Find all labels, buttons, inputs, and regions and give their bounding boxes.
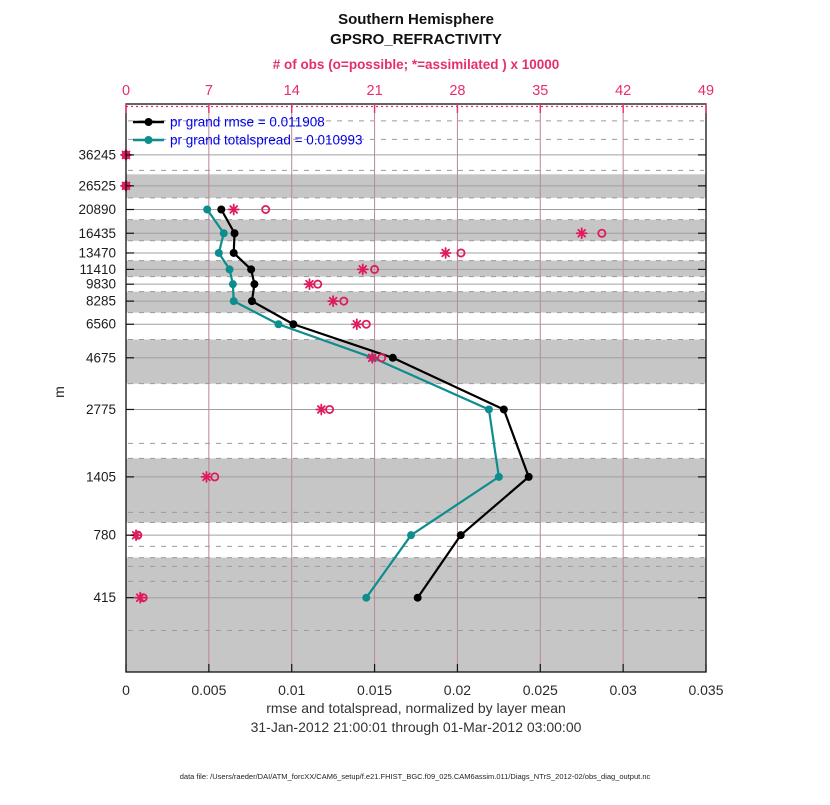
- level-tick-label: 415: [93, 590, 116, 606]
- assimilated-obs-marker: [304, 279, 314, 289]
- y-axis-label: m: [51, 386, 67, 398]
- assimilated-obs-marker: [328, 296, 338, 306]
- assimilated-obs-marker: [367, 353, 377, 363]
- pr-grand-rmse-point: [230, 249, 238, 257]
- pr-grand-rmse-point: [414, 594, 422, 602]
- chart-title-line2: GPSRO_REFRACTIVITY: [330, 31, 502, 48]
- level-tick-label: 36245: [78, 147, 116, 163]
- shading-band: [126, 292, 706, 313]
- top-tick-label: 49: [697, 83, 715, 99]
- x-tick-label: 0.015: [357, 682, 393, 698]
- shading-band: [126, 220, 706, 241]
- level-tick-label: 6560: [85, 316, 116, 332]
- level-tick-label: 16435: [78, 225, 116, 241]
- assimilated-obs-marker: [358, 264, 368, 274]
- level-tick-label: 2775: [85, 401, 116, 417]
- level-tick-label: 1405: [85, 469, 116, 485]
- pr-grand-totalspread-point: [226, 265, 234, 273]
- level-tick-label: 20890: [78, 202, 116, 218]
- level-tick-label: 11410: [79, 261, 116, 277]
- pr-grand-rmse-point: [250, 280, 258, 288]
- assimilated-obs-marker: [577, 228, 587, 238]
- legend-entry-rmse: pr grand rmse = 0.011908: [170, 114, 325, 130]
- top-tick-label: 14: [283, 83, 300, 99]
- x-tick-label: 0: [122, 682, 130, 698]
- legend-swatch-dot: [145, 136, 153, 144]
- assimilated-obs-marker: [316, 404, 326, 414]
- pr-grand-totalspread-point: [229, 280, 237, 288]
- pr-grand-rmse-point: [247, 265, 255, 273]
- x-tick-label: 0.03: [609, 682, 637, 698]
- shading-band: [126, 261, 706, 277]
- pr-grand-totalspread-point: [230, 297, 238, 305]
- pr-grand-totalspread-point: [407, 531, 415, 539]
- pr-grand-totalspread-point: [495, 473, 503, 481]
- level-tick-label: 780: [93, 527, 116, 543]
- legend-swatches-layer: [133, 118, 164, 144]
- level-tick-label: 13470: [78, 245, 116, 261]
- top-tick-label: 35: [532, 83, 549, 99]
- pr-grand-rmse-point: [389, 354, 397, 362]
- pr-grand-rmse-point: [217, 206, 225, 214]
- assimilated-obs-marker: [352, 319, 362, 329]
- assimilated-obs-marker: [135, 593, 145, 603]
- pr-grand-rmse-point: [289, 320, 297, 328]
- x-tick-label: 0.005: [191, 682, 227, 698]
- level-tick-label: 26525: [78, 178, 116, 194]
- pr-grand-totalspread-point: [220, 229, 228, 237]
- x-tick-label: 0.01: [278, 682, 306, 698]
- level-tick-label: 4675: [85, 350, 116, 366]
- pr-grand-rmse-point: [500, 405, 508, 413]
- x-tick-label: 0.025: [522, 682, 558, 698]
- pr-grand-rmse-point: [231, 229, 239, 237]
- level-tick-label: 9830: [85, 276, 116, 292]
- top-tick-label: 42: [615, 83, 632, 99]
- top-axis-label: # of obs (o=possible; *=assimilated ) x 10000: [272, 57, 560, 72]
- shading-band: [126, 558, 706, 672]
- chart-title-line1: Southern Hemisphere: [338, 11, 494, 28]
- data-file-path: data file: /Users/raeder/DAI/ATM_forcXX/CAM6_setup/f.e21.FHIST_BGC.f09_025.CAM6assim.011/Diags_NTrS_2012-02/obs_diag_output.nc: [179, 772, 651, 781]
- pr-grand-rmse-point: [525, 473, 533, 481]
- assimilated-obs-marker: [441, 248, 451, 258]
- pr-grand-totalspread-point: [362, 594, 370, 602]
- legend-swatch-dot: [145, 118, 153, 126]
- x-tick-label: 0.02: [443, 682, 472, 698]
- x-axis-label: rmse and totalspread, normalized by layer mean: [266, 700, 566, 716]
- x-tick-label: 0.035: [688, 682, 724, 698]
- level-tick-label: 8285: [85, 293, 116, 309]
- pr-grand-totalspread-point: [485, 405, 493, 413]
- pr-grand-rmse-point: [248, 297, 256, 305]
- pr-grand-totalspread-point: [274, 320, 282, 328]
- date-range-label: 31-Jan-2012 21:00:01 through 01-Mar-2012 03:00:00: [250, 719, 582, 735]
- pr-grand-rmse-point: [457, 531, 465, 539]
- top-tick-label: 0: [121, 83, 131, 99]
- assimilated-obs-marker: [229, 205, 239, 215]
- pr-grand-totalspread-point: [203, 206, 211, 214]
- top-tick-label: 7: [204, 83, 213, 99]
- top-tick-label: 28: [449, 83, 466, 99]
- top-tick-label: 21: [366, 83, 383, 99]
- pr-grand-totalspread-point: [215, 249, 223, 257]
- legend-entry-totalspread: pr grand totalspread = 0.010993: [170, 132, 363, 148]
- assimilated-obs-marker: [201, 472, 211, 482]
